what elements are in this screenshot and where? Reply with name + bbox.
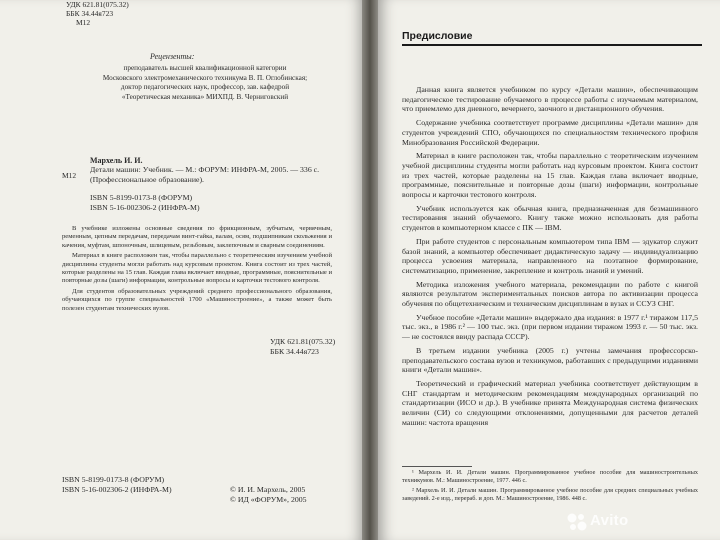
isbn-block <box>90 193 200 213</box>
book-gutter <box>362 0 378 540</box>
watermark-text: Avito <box>590 512 629 529</box>
preface-paragraph: В третьем издании учебника (2005 г.) учтены замечания профессорско-преподавательского состава вузов и техникумов, работавших с предыдущими изданиями книги «Детали машин». <box>402 345 698 375</box>
udc-code: УДК 621.81(075.32) <box>66 0 129 9</box>
preface-paragraph: Методика изложения учебного материала, рекомендации по работе с книгой являются результатом экспериментальных поисков автора по активизации процесса обучения по общетехническим и техническим дисциплинам в вузах и ССУЗ СНГ. <box>402 279 698 309</box>
copyright-block <box>230 485 307 505</box>
preface-paragraph: Данная книга является учебником по курсу «Детали машин», обеспечивающим педагогическое тестирование обучаемого в процессе работы с изучаемым материалом, что приемлемо для дневного, вечернего, заочного и дистанционного обучения. <box>402 85 698 114</box>
preface-paragraph: Учебное пособие «Детали машин» выдержало два издания: в 1977 г.¹ тиражом 117,5 тыс. экз., в 1986 г.² — 100 тыс. экз. (при первом издании тиражом 1993 г. — 50 тыс. экз. — не состоялся ввиду распада СССР). <box>402 312 698 342</box>
page-heading: Предисловие <box>402 30 473 42</box>
annotation-paragraph: Для студентов образовательных учреждений среднего профессионального образования, обучающихся по группе специальностей 1700 «Машиностроение», а также может быть полезен студентам технических вузов. <box>62 287 332 312</box>
bib-line: Детали машин: Учебник. — М.: ФОРУМ: ИНФРА-М, 2005. — 336 с. <box>90 165 320 174</box>
isbn-bottom-block <box>62 475 172 494</box>
bibliographic-record <box>90 165 340 185</box>
footnote: ¹ Мархель И. И. Детали машин. Программированное учебное пособие для машиностроительных техникумов. М.: Машиностроение, 1977. 446 с. <box>402 469 698 484</box>
udc-header <box>66 0 129 27</box>
reviewer-line: преподаватель высшей квалификационной категории <box>123 64 287 72</box>
copyright-line: © ИД «ФОРУМ», 2005 <box>230 495 307 504</box>
isbn-line: ISBN 5-16-002306-2 (ИНФРА-М) <box>62 484 172 494</box>
footnote: ² Мархель И. И. Детали машин. Программированное учебное пособие для средних специальных учебных заведений. 2-е изд., перераб. и доп. М.: Машиностроение, 1986. 448 с. <box>402 487 698 502</box>
preface-body <box>402 85 698 432</box>
udc-line: УДК 621.81(075.32) <box>270 337 336 346</box>
reviewer-line: доктор педагогических наук, профессор, зав. кафедрой <box>120 83 290 92</box>
right-page <box>378 0 720 540</box>
author-name: Мархель И. И. <box>90 156 143 165</box>
bbk-code: ББК 34.44я723 <box>66 9 114 18</box>
preface-paragraph: При работе студентов с персональным компьютером типа IBM — эдукатор служит базой знаний, а компьютер обеспечивает дидактическую задачу — индивидуализацию процесса усвоения материала, направленного на поэтапное формирование, систематизацию, применение, закрепление и контроль знаний и умений. <box>402 236 698 275</box>
udc-block <box>270 337 335 357</box>
annotation-paragraph: В учебнике изложены основные сведения по фрикционным, зубчатым, червячным, ременным, цепным передачам, передачам винт-гайка, валам, осям, подшипникам скольжения и качения, муфтам, шпоночным, шлицевым, резьбовым, заклепочным и сварным соединениям. <box>62 225 332 249</box>
isbn-line: ISBN 5-8199-0173-8 (ФОРУМ) <box>62 475 165 484</box>
bbk-line: ББК 34.44я723 <box>270 347 319 356</box>
reviewer-line: Московского электромеханического техникума В. П. Оглобинская; <box>102 73 308 82</box>
reviewers-title: Рецензенты: <box>150 52 195 61</box>
preface-paragraph: Материал в книге расположен так, чтобы параллельно с теоретическим изучением учебной дисциплины студенты могли работать над курсовым проектом. Книга состоит из трех частей, которые разделены на 15 глав. Каждая глава включает вводные, программные, пояснительные и повторные дозы (шаги) информации, контрольные вопросы и карточки тестового контроля. <box>402 151 698 200</box>
isbn-line: ISBN 5-8199-0173-8 (ФОРУМ) <box>90 193 193 202</box>
m-code-top: М12 <box>76 18 91 27</box>
preface-paragraph: Содержание учебника соответствует программе дисциплины «Детали машин» для студентов учреждений СПО, обучающихся по специальностям технического профиля Минобразования Российской Федерации. <box>402 118 698 147</box>
annotation <box>62 225 332 315</box>
reviewer-line: «Теоретическая механика» МИХПД. В. Черниговский <box>121 92 289 101</box>
preface-paragraph: Теоретический и графический материал учебника соответствует действующим в СНГ стандартам и методическим рекомендациям международных организаций по стандартизации (ИСО и др.). В учебнике принята Международная система физических величин (СИ) со следующими отклонениями, допущенными для расчетов деталей машин: частота вращения <box>402 378 698 427</box>
m-code: М12 <box>62 171 77 180</box>
bib-line: (Профессиональное образование). <box>90 175 204 184</box>
preface-paragraph: Учебник используется как обычная книга, предназначенная для безмашинного тестирования знаний обучаемого. Книгу также можно использовать для работы студентов в компьютерном классе с ПК — IBM. <box>402 203 698 233</box>
annotation-paragraph: Материал в книге расположен так, чтобы параллельно с теоретическим изучением учебной дисциплины студенты могли работать над курсовым проектом. Книга состоит из трех частей, которые разделены на 15 глав. Каждая глава включает вводные, программные, пояснительные и повторные дозы (шаги) информации, контрольные вопросы и карточки тестового контроля. <box>62 252 332 285</box>
reviewers-block <box>80 64 330 102</box>
avito-logo-icon <box>566 512 588 532</box>
copyright-line: © И. И. Мархель, 2005 <box>230 485 306 494</box>
footnote-rule <box>402 466 472 467</box>
footnotes <box>402 469 698 505</box>
heading-rule <box>402 44 702 46</box>
isbn-line: ISBN 5-16-002306-2 (ИНФРА-М) <box>90 203 200 212</box>
